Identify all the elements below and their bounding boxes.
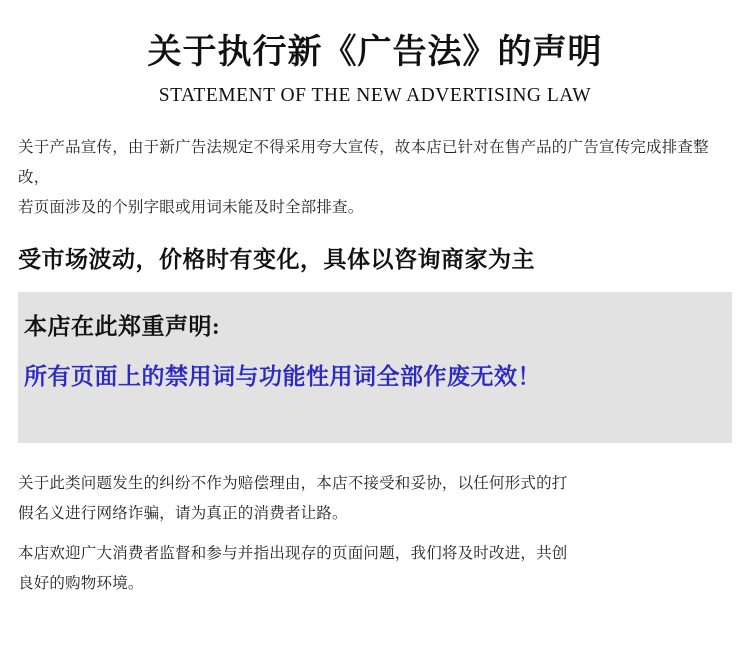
declaration-heading: 本店在此郑重声明:: [24, 313, 221, 339]
outro-paragraph: [18, 469, 732, 600]
forbidden-words-statement: 所有页面上的禁用词与功能性用词全部作废无效！: [24, 364, 541, 390]
intro-paragraph: [18, 133, 732, 224]
page-title: 关于执行新《广告法》的声明: [147, 34, 603, 71]
outro-line-1: 关于此类问题发生的纠纷不作为赔偿理由，本店不接受和妥协，以任何形式的打: [18, 474, 568, 492]
highlight-block: [18, 292, 732, 443]
intro-line-1: 关于产品宣传，由于新广告法规定不得采用夸大宣传，故本店已针对在售产品的广告宣传完成排查整改，: [18, 138, 709, 186]
price-notice: 受市场波动，价格时有变化，具体以咨询商家为主: [18, 247, 535, 273]
outro-line-3: 本店欢迎广大消费者监督和参与并指出现存的页面问题，我们将及时改进，共创: [18, 545, 568, 563]
statement-document: [0, 32, 750, 651]
page-subtitle: STATEMENT OF THE NEW ADVERTISING LAW: [158, 84, 592, 106]
paragraph-gap: [18, 529, 732, 539]
intro-line-2: 若页面涉及的个别字眼或用词未能及时全部排查。: [18, 198, 364, 216]
outro-line-4: 良好的购物环境。: [18, 575, 144, 593]
outro-line-2: 假名义进行网络诈骗，请为真正的消费者让路。: [18, 504, 348, 522]
